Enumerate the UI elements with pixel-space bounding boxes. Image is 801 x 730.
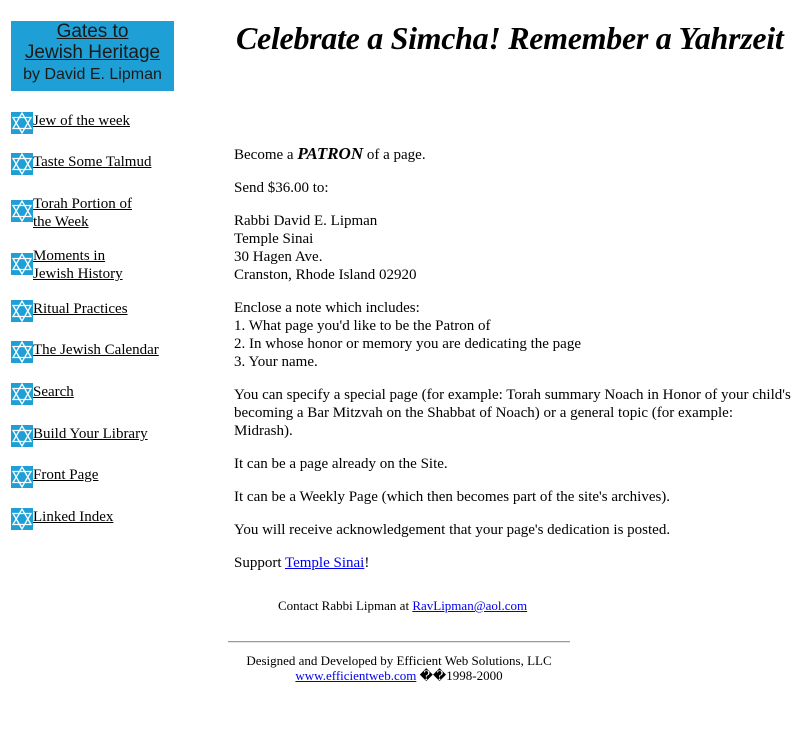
enclose-heading: Enclose a note which includes: (234, 300, 420, 316)
star-of-david-icon (11, 153, 33, 175)
nav-item-linked-index[interactable] (11, 508, 113, 530)
footer-copyright: ��1998-2000 (416, 668, 503, 683)
nav-label: The Jewish Calendar (33, 342, 159, 358)
star-of-david-icon (11, 300, 33, 322)
nav-item-torah-portion[interactable] (11, 195, 132, 231)
logo-line-1: Gates to (56, 21, 129, 42)
divider (228, 641, 570, 643)
star-of-david-icon (11, 200, 33, 222)
nav-label (33, 247, 123, 283)
address-line: Cranston, Rhode Island 02920 (234, 267, 417, 283)
star-of-david-icon (11, 253, 33, 275)
enclose-item: 3. Your name. (234, 354, 318, 370)
nav-label-line-2: Jewish History (33, 266, 123, 282)
address-line: Rabbi David E. Lipman (234, 213, 378, 229)
email-link[interactable]: RavLipman@aol.com (412, 598, 528, 613)
nav-item-build-your-library[interactable] (11, 425, 148, 447)
star-of-david-icon (11, 425, 33, 447)
nav-label: Jew of the week (33, 113, 131, 129)
nav-label-line-2: the Week (33, 214, 89, 230)
footer-links (228, 668, 570, 683)
page-title: Celebrate a Simcha! Remember a Yahrzeit (236, 20, 784, 56)
contact-line (278, 598, 527, 614)
nav-label (33, 195, 132, 231)
weekly-paragraph: It can be a Weekly Page (which then becomes part of the site's archives). (234, 489, 671, 505)
nav-item-taste-some-talmud[interactable] (11, 153, 151, 175)
nav-label: Front Page (33, 467, 99, 483)
patron-word: PATRON (297, 144, 364, 163)
footer (228, 653, 570, 683)
contact-text: Contact Rabbi Lipman at (278, 598, 413, 613)
address-line: Temple Sinai (234, 231, 314, 247)
star-of-david-icon (11, 466, 33, 488)
address-block (234, 212, 794, 284)
star-of-david-icon (11, 383, 33, 405)
patron-paragraph (234, 145, 794, 164)
send-paragraph: Send $36.00 to: (234, 180, 329, 196)
nav-label: Taste Some Talmud (33, 154, 152, 170)
support-text-end: ! (364, 555, 370, 571)
temple-sinai-link[interactable]: Temple Sinai (284, 555, 365, 571)
specify-paragraph: You can specify a special page (for example: Torah summary Noach in Honor of your child's becoming a Bar Mitzvah on the Shabbat of Noach) or a general topic (for example: Midrash). (234, 387, 791, 439)
nav-label-line-1: Moments in (33, 248, 106, 264)
star-of-david-icon (11, 341, 33, 363)
nav-item-ritual-practices[interactable] (11, 300, 128, 322)
enclose-item: 2. In whose honor or memory you are dedicating the page (234, 336, 581, 352)
footer-credit: Designed and Developed by Efficient Web Solutions, LLC (246, 653, 552, 668)
already-paragraph: It can be a page already on the Site. (234, 456, 448, 472)
enclose-item: 1. What page you'd like to be the Patron of (234, 318, 491, 334)
nav-label: Linked Index (33, 509, 114, 525)
efficientweb-link[interactable]: www.efficientweb.com (295, 668, 417, 683)
logo-line-2: Jewish Heritage (24, 42, 161, 63)
site-logo[interactable] (11, 21, 174, 91)
enclose-block (234, 299, 794, 371)
nav-item-moments-in-jewish-history[interactable] (11, 247, 123, 283)
nav-item-search[interactable] (11, 383, 74, 405)
ack-paragraph: You will receive acknowledgement that your page's dedication is posted. (234, 522, 671, 538)
star-of-david-icon (11, 508, 33, 530)
nav-item-jew-of-the-week[interactable] (11, 112, 130, 134)
nav-item-front-page[interactable] (11, 466, 98, 488)
patron-text-end: of a page. (363, 147, 426, 163)
nav-label-line-1: Torah Portion of (33, 196, 132, 212)
nav-label: Search (33, 384, 74, 400)
nav-label: Build Your Library (33, 426, 148, 442)
support-text: Support (234, 555, 285, 571)
address-line: 30 Hagen Ave. (234, 249, 323, 265)
support-paragraph (234, 554, 794, 572)
main-content (234, 145, 794, 587)
patron-text: Become a (234, 147, 298, 163)
star-of-david-icon (11, 112, 33, 134)
nav-label: Ritual Practices (33, 301, 128, 317)
logo-line-3: by David E. Lipman (23, 66, 162, 83)
nav-item-jewish-calendar[interactable] (11, 341, 159, 363)
